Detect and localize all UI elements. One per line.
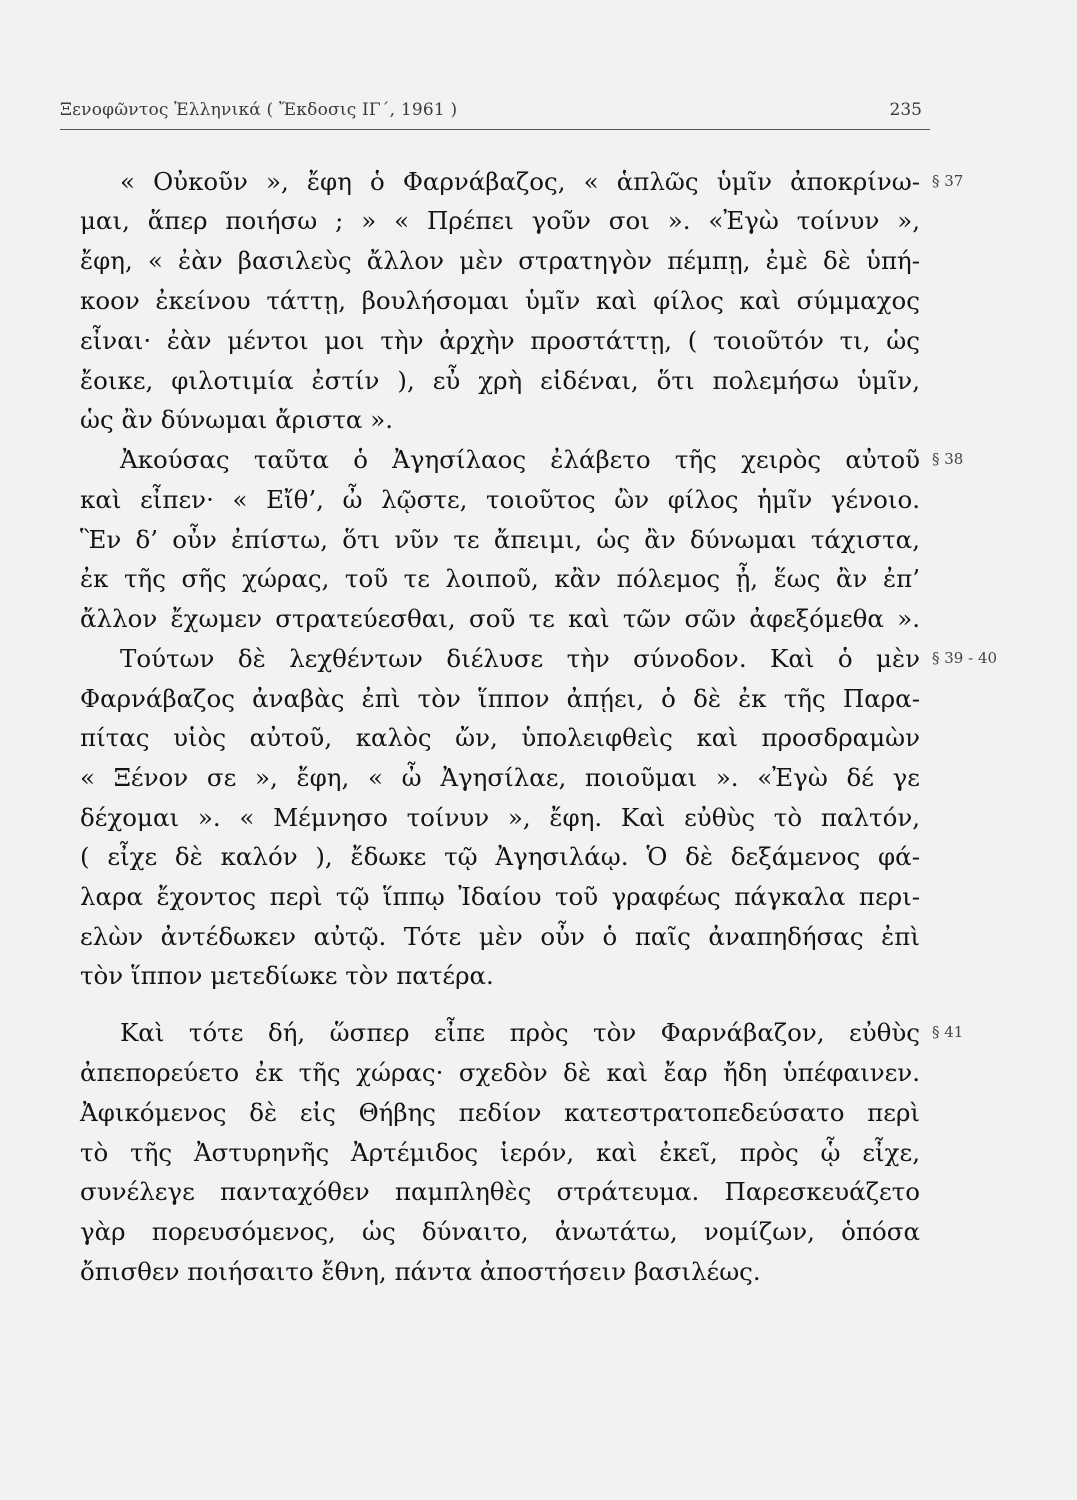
text-line: Τούτων δὲ λεχθέντων διέλυσε τὴν σύνοδον. Καὶ ὁ μὲν — [120, 644, 920, 673]
text-line: λαρα ἔχοντος περὶ τῷ ἵππῳ Ἰδαίου τοῦ γραφέως πάγκαλα περι- — [80, 882, 920, 911]
text-line: ἔοικε, φιλοτιμία ἐστίν ), εὖ χρὴ εἰδέναι, ὅτι πολεμήσω ὑμῖν, — [80, 366, 920, 395]
text-line: πίτας υἱὸς αὐτοῦ, καλὸς ὤν, ὑπολειφθεὶς καὶ προσδραμὼν — [80, 723, 920, 752]
header-rule — [60, 129, 930, 130]
text-line: ἔφη, « ἐὰν βασιλεὺς ἄλλον μὲν στρατηγὸν πέμπῃ, ἐμὲ δὲ ὑπή- — [80, 246, 920, 275]
section-marker: § 39 - 40 — [932, 649, 998, 667]
text-line: ἀπεπορεύετο ἐκ τῆς χώρας· σχεδὸν δὲ καὶ ἔαρ ἤδη ὑπέφαινεν. — [80, 1058, 920, 1087]
running-header — [60, 92, 930, 130]
text-line: συνέλεγε πανταχόθεν παμπληθὲς στράτευμα. Παρεσκευάζετο — [80, 1177, 920, 1206]
text-line: τὸν ἵππον μετεδίωκε τὸν πατέρα. — [80, 961, 494, 990]
text-line: Ἀφικόμενος δὲ εἰς Θήβης πεδίον κατεστρατοπεδεύσατο περὶ — [80, 1098, 920, 1127]
section-marker: § 41 — [932, 1023, 964, 1041]
running-title: Ξενοφῶντος Ἑλληνικά ( Ἔκδοσις ΙΓ΄, 1961 ) — [60, 100, 458, 120]
text-line: « Οὐκοῦν », ἔφη ὁ Φαρνάβαζος, « ἁπλῶς ὑμῖν ἀποκρίνω- — [120, 167, 920, 196]
text-line: καὶ εἶπεν· « Εἴθ’, ὦ λῷστε, τοιοῦτος ὢν φίλος ἡμῖν γένοιο. — [80, 485, 920, 514]
text-line: μαι, ἅπερ ποιήσω ; » « Πρέπει γοῦν σοι ». «Ἐγὼ τοίνυν », — [80, 206, 920, 235]
text-line: δέχομαι ». « Μέμνησο τοίνυν », ἔφη. Καὶ εὐθὺς τὸ παλτόν, — [80, 803, 920, 832]
text-line: Καὶ τότε δή, ὥσπερ εἶπε πρὸς τὸν Φαρνάβαζον, εὐθὺς — [120, 1018, 920, 1047]
page-number: 235 — [889, 100, 922, 120]
text-line: ( εἶχε δὲ καλόν ), ἔδωκε τῷ Ἀγησιλάῳ. Ὁ δὲ δεξάμενος φά- — [80, 842, 920, 871]
text-line: γὰρ πορευσόμενος, ὡς δύναιτο, ἀνωτάτω, νομίζων, ὁπόσα — [80, 1217, 920, 1246]
text-line: « Ξένον σε », ἔφη, « ὦ Ἀγησίλαε, ποιοῦμαι ». «Ἐγὼ δέ γε — [80, 763, 920, 792]
text-line: ὄπισθεν ποιήσαιτο ἔθνη, πάντα ἀποστήσειν βασιλέως. — [80, 1257, 761, 1286]
text-line: ἄλλον ἔχωμεν στρατεύεσθαι, σοῦ τε καὶ τῶν σῶν ἀφεξόμεθα ». — [80, 604, 920, 633]
text-line: εἶναι· ἐὰν μέντοι μοι τὴν ἀρχὴν προστάττῃ, ( τοιοῦτόν τι, ὡς — [80, 326, 920, 355]
text-line: Ἀκούσας ταῦτα ὁ Ἀγησίλαος ἐλάβετο τῆς χειρὸς αὐτοῦ — [120, 445, 920, 474]
text-line: τὸ τῆς Ἀστυρηνῆς Ἀρτέμιδος ἱερόν, καὶ ἐκεῖ, πρὸς ᾧ εἶχε, — [80, 1138, 920, 1167]
text-line: ελὼν ἀντέδωκεν αὐτῷ. Τότε μὲν οὖν ὁ παῖς ἀναπηδήσας ἐπὶ — [80, 922, 920, 951]
text-line: ἐκ τῆς σῆς χώρας, τοῦ τε λοιποῦ, κἂν πόλεμος ᾖ, ἕως ἂν ἐπ’ — [80, 564, 920, 593]
section-marker: § 38 — [932, 450, 964, 468]
text-line: ὡς ἂν δύνωμαι ἄριστα ». — [80, 405, 394, 434]
text-line: κοον ἐκείνου τάττῃ, βουλήσομαι ὑμῖν καὶ φίλος καὶ σύμμαχος — [80, 286, 920, 315]
text-line: Φαρνάβαζος ἀναβὰς ἐπὶ τὸν ἵππον ἀπῄει, ὁ δὲ ἐκ τῆς Παρα- — [80, 684, 920, 713]
section-marker: § 37 — [932, 172, 964, 190]
text-line: Ἓν δ’ οὖν ἐπίστω, ὅτι νῦν τε ἄπειμι, ὡς ἂν δύνωμαι τάχιστα, — [80, 525, 920, 554]
